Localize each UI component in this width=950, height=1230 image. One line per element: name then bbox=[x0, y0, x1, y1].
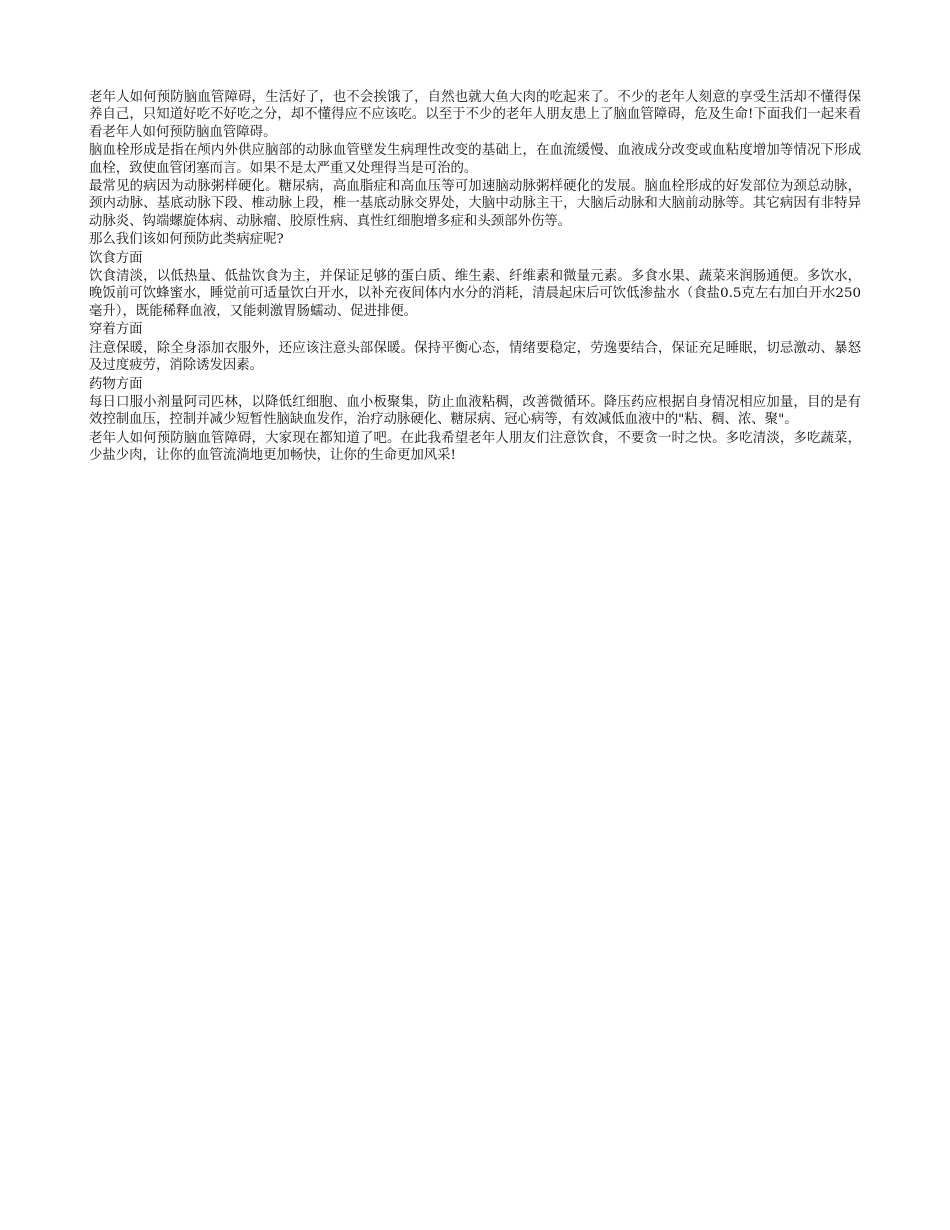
document-body bbox=[89, 89, 861, 466]
section-text-clothing: 注意保暖，除全身添加衣服外，还应该注意头部保暖。保持平衡心态，情绪要稳定，劳逸要结合，保证充足睡眠，切忌激动、暴怒及过度疲劳，消除诱发因素。 bbox=[89, 340, 861, 374]
section-text-medication: 每日口服小剂量阿司匹林，以降低红细胞、血小板聚集，防止血液粘稠，改善微循环。降压药应根据自身情况相应加量，目的是有效控制血压，控制并减少短暂性脑缺血发作，治疗动脉硬化、糖尿病、冠心病等，有效减低血液中的"粘、稠、浓、聚"。 bbox=[89, 394, 861, 428]
intro-paragraph: 老年人如何预防脑血管障碍，生活好了，也不会挨饿了，自然也就大鱼大肉的吃起来了。不少的老年人刻意的享受生活却不懂得保养自己，只知道好吃不好吃之分，却不懂得应不应该吃。以至于不少的老年人朋友患上了脑血管障碍，危及生命!下面我们一起来看看老年人如何预防脑血管障碍。 bbox=[89, 90, 861, 140]
section-heading-clothing: 穿着方面 bbox=[89, 322, 143, 338]
conclusion-paragraph: 老年人如何预防脑血管障碍，大家现在都知道了吧。在此我希望老年人朋友们注意饮食，不要贪一时之快。多吃清淡，多吃蔬菜，少盐少肉，让你的血管流淌地更加畅快，让你的生命更加风采! bbox=[89, 430, 861, 464]
section-heading-medication: 药物方面 bbox=[89, 376, 143, 392]
question-paragraph: 那么我们该如何预防此类病症呢? bbox=[89, 232, 284, 248]
section-heading-diet: 饮食方面 bbox=[89, 250, 143, 266]
cause-paragraph: 最常见的病因为动脉粥样硬化。糖尿病，高血脂症和高血压等可加速脑动脉粥样硬化的发展。脑血栓形成的好发部位为颈总动脉，颈内动脉、基底动脉下段、椎动脉上段，椎一基底动脉交界处，大脑中动脉主干，大脑后动脉和大脑前动脉等。其它病因有非特异动脉炎、钩端螺旋体病、动脉瘤、胶原性病、真性红细胞增多症和头颈部外伤等。 bbox=[89, 179, 861, 229]
section-text-diet: 饮食清淡，以低热量、低盐饮食为主，并保证足够的蛋白质、维生素、纤维素和微量元素。多食水果、蔬菜来润肠通便。多饮水，晚饭前可饮蜂蜜水，睡觉前可适量饮白开水，以补充夜间体内水分的消耗，清晨起床后可饮低渗盐水（食盐0.5克左右加白开水250毫升），既能稀释血液，又能刺激胃肠蠕动、促进排便。 bbox=[89, 269, 861, 319]
definition-paragraph: 脑血栓形成是指在颅内外供应脑部的动脉血管壁发生病理性改变的基础上，在血流缓慢、血液成分改变或血粘度增加等情况下形成血栓，致使血管闭塞而言。如果不是太严重又处理得当是可治的。 bbox=[89, 143, 861, 176]
